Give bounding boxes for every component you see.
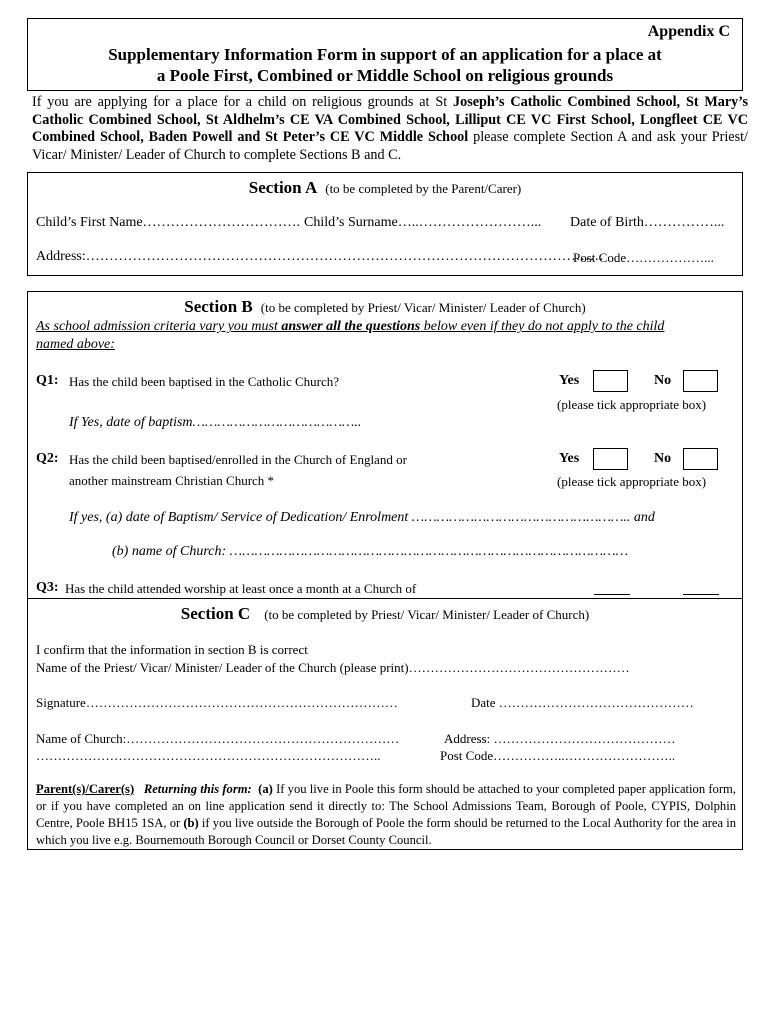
q3-no-checkbox-top[interactable]: [683, 594, 719, 595]
intro-schools: Joseph’s Catholic Combined School, St Mary’s Catholic Combined School, St Aldhelm’s CE VA Combined School, Lilliput CE VC First School, Longfleet CE VC Combined School, Baden Powell and St Peter’s CE VC Middle School: [32, 94, 748, 145]
return-label: Parent(s)/Carer(s): [36, 782, 135, 796]
section-b-heading: [28, 297, 742, 317]
q1-number: Q1:: [36, 373, 59, 388]
church-address-field[interactable]: Address: ……………………………………: [444, 731, 676, 746]
return-b: (b): [183, 816, 199, 830]
q2-baptism-date-field[interactable]: If yes, (a) date of Baptism/ Service of Dedication/ Enrolment …………………………………………….. and: [69, 510, 655, 525]
section-c: [27, 598, 743, 850]
q2-yes-checkbox[interactable]: [593, 448, 628, 470]
return-italic: Returning this form:: [143, 782, 252, 796]
church-address-line2[interactable]: ……………………………………………………………………..: [36, 748, 381, 763]
q3-text: Has the child attended worship at least once a month at a Church of: [65, 581, 417, 596]
q1-no-label: No: [654, 373, 672, 388]
section-c-subtitle: (to be completed by Priest/ Vicar/ Minister/ Leader of Church): [264, 607, 590, 622]
intro-paragraph: [32, 94, 748, 164]
q3-yes-checkbox-top[interactable]: [594, 594, 630, 595]
child-first-name-field[interactable]: Child’s First Name…………………………….: [36, 215, 301, 230]
priest-name-field[interactable]: Name of the Priest/ Vicar/ Minister/ Leader of the Church (please print)……………………………………………: [36, 660, 630, 675]
intro-text-1: If you are applying for a place for a child on religious grounds at St: [32, 94, 453, 110]
q2-text-line2: another mainstream Christian Church *: [69, 473, 275, 488]
appendix-label: Appendix C: [647, 23, 730, 40]
church-name-field[interactable]: Name of Church:………………………………………………………: [36, 731, 400, 746]
q2-no-label: No: [654, 451, 672, 466]
q1-text: Has the child been baptised in the Catholic Church?: [69, 374, 340, 389]
section-c-heading: [28, 604, 742, 624]
date-field[interactable]: Date ………………………………………: [471, 695, 694, 710]
q2-no-checkbox[interactable]: [683, 448, 718, 470]
intro-text-2: please complete Section A and ask your Priest/ Vicar/ Minister/ Leader of Church to complete Sections B and C.: [32, 129, 748, 163]
section-a-heading: [28, 178, 742, 198]
note-bold: answer all the questions: [281, 319, 421, 334]
confirm-statement: I confirm that the information in section B is correct: [36, 642, 308, 657]
section-b-note-line2: named above:: [36, 337, 115, 352]
address-field[interactable]: Address:…………………………………………………………………………………………………: [36, 249, 604, 264]
section-b-note: [36, 319, 664, 335]
q1-no-checkbox[interactable]: [683, 370, 718, 392]
postcode-field[interactable]: Post Code………………...: [573, 250, 714, 265]
section-a: [27, 172, 743, 276]
form-title-line2: a Poole First, Combined or Middle School on religious grounds: [156, 66, 614, 85]
return-text-1: If you live in Poole this form should be attached to your completed paper application form, or if you have completed an on line application send it directly to: The School Admissions Team, Borough of Poole, CYPIS, Dolphin Centre, Poole BH15 1SA, or: [36, 782, 736, 830]
q1-baptism-date-field[interactable]: If Yes, date of baptism…………………………………..: [69, 415, 362, 430]
church-postcode-field[interactable]: Post Code……………..……………………..: [440, 748, 676, 763]
return-instructions: [36, 781, 736, 849]
child-surname-field[interactable]: Child’s Surname…..……………………...: [304, 215, 542, 230]
section-c-title: Section C: [180, 604, 251, 623]
return-a: (a): [258, 782, 273, 796]
q2-tick-hint: (please tick appropriate box): [557, 474, 707, 489]
signature-field[interactable]: Signature………………………………………………………………: [36, 695, 398, 710]
section-b-subtitle: (to be completed by Priest/ Vicar/ Minister/ Leader of Church): [260, 300, 586, 315]
q3-number: Q3:: [36, 580, 59, 595]
form-header: [27, 18, 743, 91]
q2-church-name-field[interactable]: (b) name of Church: ……………………………………………………………………………………: [112, 544, 629, 559]
section-a-title: Section A: [248, 178, 318, 197]
q1-yes-checkbox[interactable]: [593, 370, 628, 392]
return-text-2: if you live outside the Borough of Poole the form should be returned to the Local Authority for the area in which you live e.g. Bournemouth Borough Council or Dorset County Council.: [36, 816, 736, 847]
q1-yes-label: Yes: [559, 373, 580, 388]
date-of-birth-field[interactable]: Date of Birth……………...: [570, 215, 725, 230]
note-text-2: below even if they do not apply to the child: [420, 319, 665, 334]
q2-yes-label: Yes: [559, 451, 580, 466]
form-title-line1: Supplementary Information Form in support of an application for a place at: [108, 45, 662, 64]
section-a-subtitle: (to be completed by the Parent/Carer): [325, 181, 522, 196]
section-b: [27, 291, 743, 601]
section-b-title: Section B: [184, 297, 253, 316]
q1-tick-hint: (please tick appropriate box): [557, 397, 707, 412]
q2-text-line1: Has the child been baptised/enrolled in the Church of England or: [69, 452, 407, 467]
note-text-1: As school admission criteria vary you must: [36, 319, 282, 334]
q2-number: Q2:: [36, 451, 59, 466]
